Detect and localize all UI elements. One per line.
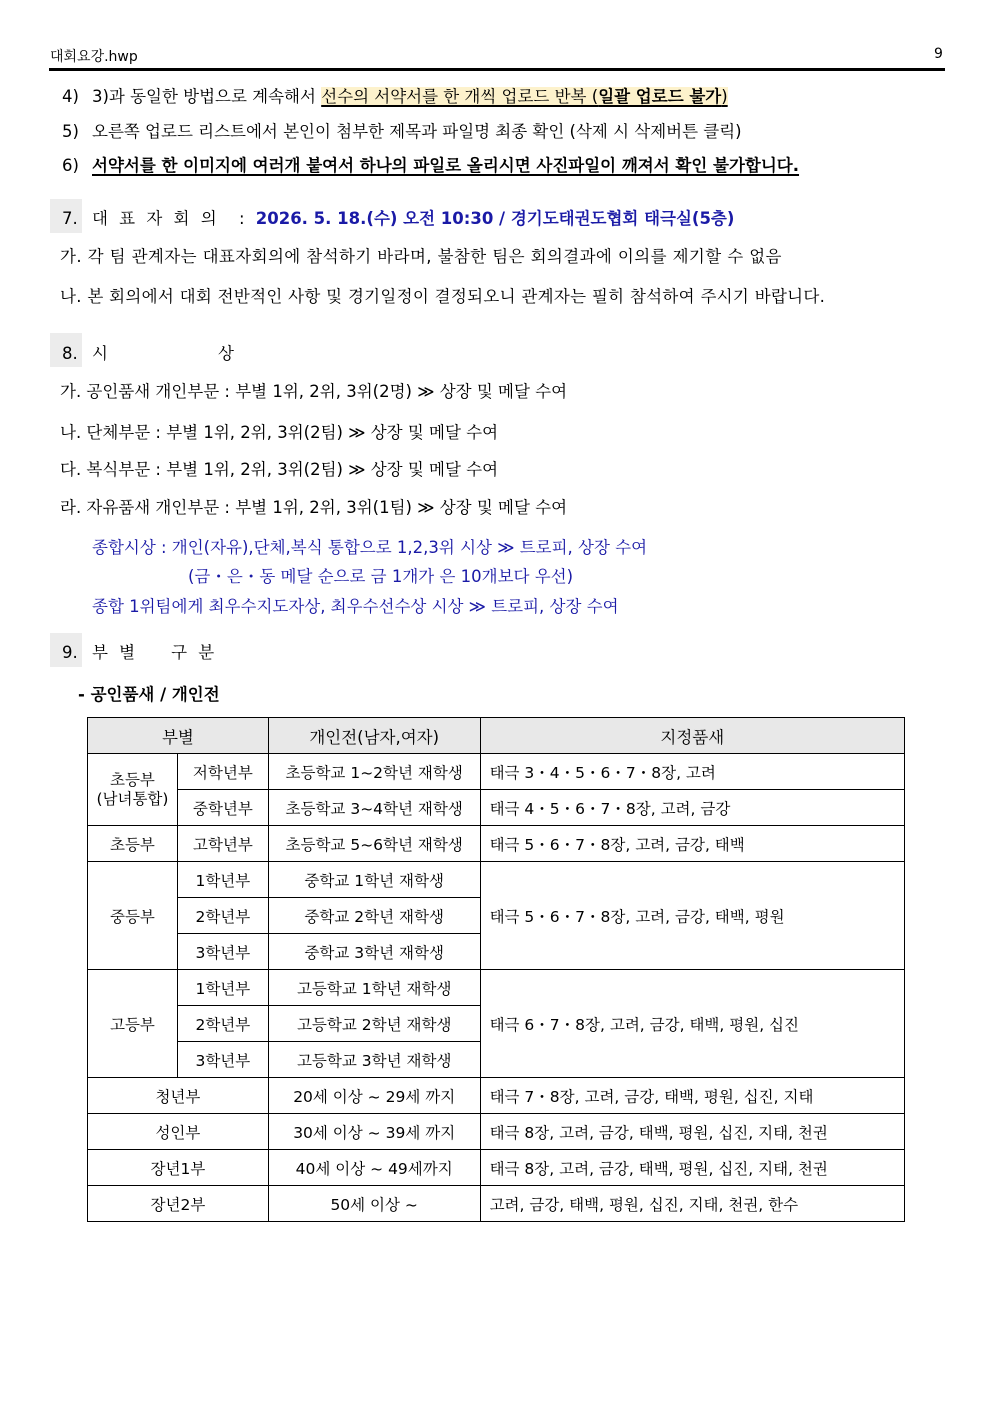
award-line-ga: 가. 공인품새 개인부문 : 부별 1위, 2위, 3위(2명) ≫ 상장 및 메달 수여 (60, 382, 568, 401)
table-row (88, 862, 905, 898)
subdivision-cell: 저학년부 (177, 754, 268, 790)
table-row (88, 1150, 905, 1186)
table-row (88, 754, 905, 790)
page-number: 9 (934, 46, 943, 62)
poomsae-cell: 고려, 금강, 태백, 평원, 십진, 지태, 천권, 한수 (480, 1186, 904, 1222)
age-cell: 20세 이상 ~ 29세 까지 (268, 1078, 480, 1114)
division-cell: 성인부 (88, 1114, 269, 1150)
table-row (88, 1114, 905, 1150)
award-line-na: 나. 단체부문 : 부별 1위, 2위, 3위(2팀) ≫ 상장 및 메달 수여 (60, 423, 499, 442)
header-division: 부별 (88, 718, 269, 754)
division-cell: 장년1부 (88, 1150, 269, 1186)
document-filename: 대회요강.hwp (50, 49, 138, 65)
poomsae-cell: 태극 8장, 고려, 금강, 태백, 평원, 십진, 지태, 천권 (480, 1150, 904, 1186)
subdivision-cell: 1학년부 (177, 862, 268, 898)
age-cell: 고등학교 2학년 재학생 (268, 1006, 480, 1042)
section-8-heading (62, 340, 234, 364)
meeting-note-na: 나. 본 회의에서 대회 전반적인 사항 및 경기일정이 결정되오니 관계자는 필히 참석하여 주시기 바랍니다. (60, 287, 826, 306)
section-number: 9. (62, 643, 78, 662)
section-number: 8. (62, 344, 78, 363)
award-line-ra: 라. 자유품새 개인부문 : 부별 1위, 2위, 3위(1팀) ≫ 상장 및 메달 수여 (60, 498, 568, 517)
division-cell: 초등부 (남녀통합) (88, 754, 178, 826)
poomsae-cell: 태극 4・5・6・7・8장, 고려, 금강 (480, 790, 904, 826)
overall-award-line: 종합시상 : 개인(자유),단체,복식 통합으로 1,2,3위 시상 ≫ 트로피, 상장 수여 (92, 538, 648, 557)
table-row (88, 1186, 905, 1222)
item-warning-text: 서약서를 한 이미지에 여러개 붙여서 하나의 파일로 올리시면 사진파일이 깨져서 확인 불가합니다. (92, 156, 800, 175)
age-cell: 중학교 3학년 재학생 (268, 934, 480, 970)
header-individual: 개인전(남자,여자) (268, 718, 480, 754)
division-cell: 청년부 (88, 1078, 269, 1114)
item-4 (62, 83, 728, 107)
age-cell: 40세 이상 ~ 49세까지 (268, 1150, 480, 1186)
overall-award-special: 종합 1위팀에게 최우수지도자상, 최우수선수상 시상 ≫ 트로피, 상장 수여 (92, 597, 619, 616)
division-cell: 초등부 (88, 826, 178, 862)
poomsae-cell: 태극 7・8장, 고려, 금강, 태백, 평원, 십진, 지태 (480, 1078, 904, 1114)
subdivision-cell: 3학년부 (177, 934, 268, 970)
division-cell: 장년2부 (88, 1186, 269, 1222)
section-title-part: 시 (92, 344, 108, 363)
table-row (88, 1078, 905, 1114)
item-number: 4) (62, 87, 79, 106)
item-number: 6) (62, 156, 79, 175)
header-divider (49, 68, 945, 71)
section-colon: : (238, 209, 245, 228)
subdivision-cell: 2학년부 (177, 1006, 268, 1042)
division-table (87, 717, 905, 1222)
section-7-heading (62, 205, 734, 229)
subdivision-cell: 중학년부 (177, 790, 268, 826)
item-6 (62, 152, 799, 176)
section-title: 부 별 구 분 (92, 643, 218, 662)
table-header-row (88, 718, 905, 754)
age-cell: 중학교 1학년 재학생 (268, 862, 480, 898)
item-text: 3)과 동일한 방법으로 계속해서 (92, 87, 322, 106)
item-highlight-text: 선수의 서약서를 한 개씩 업로드 반복 (일괄 업로드 불가) (321, 87, 728, 106)
item-5 (62, 118, 742, 142)
age-cell: 초등학교 1~2학년 재학생 (268, 754, 480, 790)
poomsae-cell: 태극 6・7・8장, 고려, 금강, 태백, 평원, 십진 (480, 970, 904, 1078)
subdivision-cell: 고학년부 (177, 826, 268, 862)
subdivision-cell: 1학년부 (177, 970, 268, 1006)
section-number: 7. (62, 209, 78, 228)
meeting-note-ga: 가. 각 팀 관계자는 대표자회의에 참석하기 바라며, 불참한 팀은 회의결과에 이의를 제기할 수 없음 (60, 247, 782, 266)
table-row (88, 790, 905, 826)
subdivision-cell: 2학년부 (177, 898, 268, 934)
item-text: 오른쪽 업로드 리스트에서 본인이 첨부한 제목과 파일명 최종 확인 (삭제 시 삭제버튼 클릭) (92, 122, 742, 141)
age-cell: 중학교 2학년 재학생 (268, 898, 480, 934)
table-row (88, 826, 905, 862)
item-number: 5) (62, 122, 79, 141)
division-cell: 고등부 (88, 970, 178, 1078)
age-cell: 50세 이상 ~ (268, 1186, 480, 1222)
table-row (88, 970, 905, 1006)
division-cell: 중등부 (88, 862, 178, 970)
table-subtitle: - 공인품새 / 개인전 (78, 685, 220, 704)
overall-award-rule: (금・은・동 메달 순으로 금 1개가 은 10개보다 우선) (188, 567, 574, 586)
poomsae-cell: 태극 8장, 고려, 금강, 태백, 평원, 십진, 지태, 천권 (480, 1114, 904, 1150)
section-title-part: 상 (217, 344, 234, 363)
header-poomsae: 지정품새 (480, 718, 904, 754)
poomsae-cell: 태극 5・6・7・8장, 고려, 금강, 태백 (480, 826, 904, 862)
poomsae-cell: 태극 3・4・5・6・7・8장, 고려 (480, 754, 904, 790)
meeting-detail: 2026. 5. 18.(수) 오전 10:30 / 경기도태권도협회 태극실(5층) (255, 209, 735, 228)
poomsae-cell: 태극 5・6・7・8장, 고려, 금강, 태백, 평원 (480, 862, 904, 970)
age-cell: 고등학교 3학년 재학생 (268, 1042, 480, 1078)
age-cell: 초등학교 3~4학년 재학생 (268, 790, 480, 826)
age-cell: 초등학교 5~6학년 재학생 (268, 826, 480, 862)
section-title: 대 표 자 회 의 (92, 209, 220, 228)
age-cell: 고등학교 1학년 재학생 (268, 970, 480, 1006)
age-cell: 30세 이상 ~ 39세 까지 (268, 1114, 480, 1150)
section-9-heading (62, 639, 217, 663)
subdivision-cell: 3학년부 (177, 1042, 268, 1078)
award-line-da: 다. 복식부문 : 부별 1위, 2위, 3위(2팀) ≫ 상장 및 메달 수여 (60, 460, 499, 479)
